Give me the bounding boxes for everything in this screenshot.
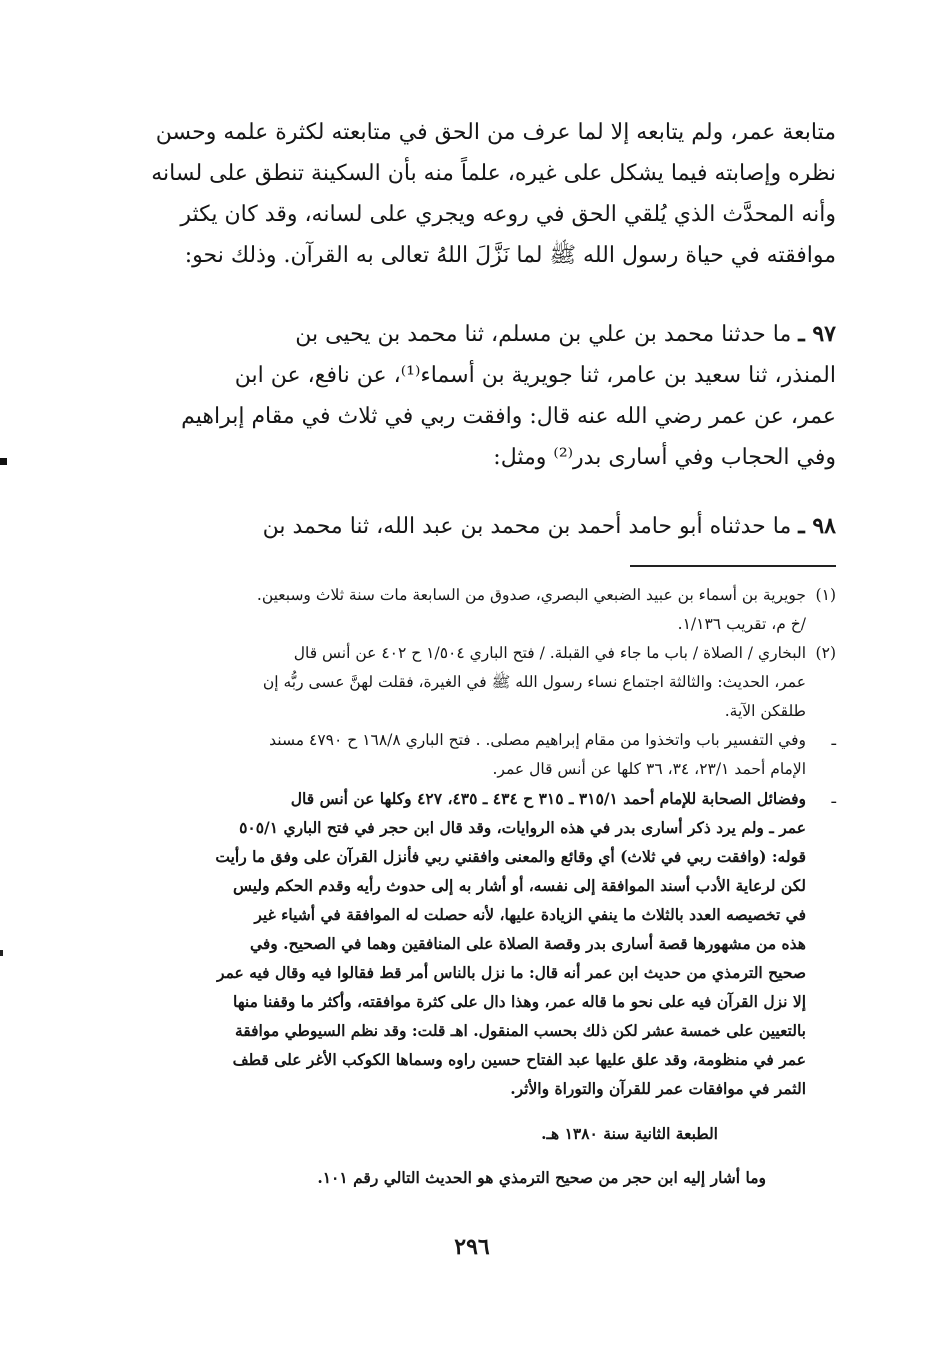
margin-mark xyxy=(0,950,3,956)
page-body xyxy=(128,112,836,1208)
footnote-line: إلا نزل القرآن فيه على نحو ما قاله عمر، وهذا دال على كثرة موافقته، وأكثر ما وقفنا منها xyxy=(233,992,806,1011)
text-line xyxy=(128,314,836,355)
footnote-bullet-2 xyxy=(128,784,836,1103)
closing-note: وما أشار إليه ابن حجر من صحيح الترمذي هو الحديث التالي رقم ١٠١. xyxy=(317,1168,766,1187)
footnote-line: /خ م، تقريب ١/١٣٦. xyxy=(677,615,806,633)
footnote-line: وفضائل الصحابة للإمام أحمد ٣١٥/١ ـ ٣١٥ ح ٤٣٤ ـ ٤٣٥، ٤٢٧ وكلها عن أنس قال xyxy=(290,789,806,808)
footnotes xyxy=(128,581,836,1192)
text-line: متابعة عمر، ولم يتابعه إلا لما عرف من الحق في متابعته لكثرة علمه وحسن xyxy=(155,120,836,145)
footnote-line: عمر ـ ولم يرد ذكر أسارى بدر في هذه الروايات، وقد قال ابن حجر في فتح الباري ٥٠٥/١ xyxy=(239,818,806,837)
footnote-line: الإمام أحمد ٢٣/١، ٣٤، ٣٦ كلها عن أنس قال عمر. xyxy=(492,760,806,778)
footnote-marker: ـ xyxy=(831,731,836,749)
footnote-line: لكن لرعاية الأدب أسند الموافقة إلى نفسه، أو أشار به إلى حدوث رأيه وقدم الحكم وليس xyxy=(232,876,806,895)
footnote-2 xyxy=(128,639,836,726)
hadith-text: ما حدثناه أبو حامد أحمد بن محمد بن عبد الله، ثنا محمد بن xyxy=(262,514,792,539)
hadith-number: ٩٧ ـ xyxy=(798,321,836,347)
footnote-line: جويرية بن أسماء بن عبيد الضبعي البصري، صدوق من السابعة مات سنة ثلاث وسبعين. xyxy=(256,586,806,604)
text-line: المنذر، ثنا سعيد بن عامر، ثنا جويرية بن أسماء⁽¹⁾، عن نافع، عن ابن xyxy=(234,363,836,388)
hadith-number: ٩٨ ـ xyxy=(798,513,836,539)
footnote-line: الثمر في موافقات عمر للقرآن والتوراة والأثر. xyxy=(510,1079,806,1098)
footnote-line: وفي التفسير باب واتخذوا من مقام إبراهيم مصلى. . فتح الباري ١٦٨/٨ ح ٤٧٩٠ مسند xyxy=(269,731,806,749)
footnote-marker: ـ xyxy=(831,789,836,807)
text-line: موافقته في حياة رسول الله ﷺ لما نَزَّلَ اللهُ تعالى به القرآن. وذلك نحو: xyxy=(184,243,836,268)
footnote-line: البخاري / الصلاة / باب ما جاء في القبلة. / فتح الباري ١/٥٠٤ ح ٤٠٢ عن أنس قال xyxy=(293,644,806,662)
edition-note: الطبعة الثانية سنة ١٣٨٠ هـ. xyxy=(541,1123,718,1143)
footnote-line: صحيح الترمذي من حديث ابن عمر أنه قال: ما نزل بالناس أمر قط فقالوا فيه وقال فيه عمر xyxy=(217,963,806,982)
hadith-97 xyxy=(128,314,836,478)
text-line xyxy=(128,506,836,547)
text-line: نظره وإصابته فيما يشكل على غيره، علماً منه بأن السكينة تنطق على لسانه xyxy=(151,161,836,186)
footnote-1 xyxy=(128,581,836,639)
footnote-bullet-1 xyxy=(128,726,836,784)
footnote-line: قوله: (وافقت ربي في ثلاث) أي وقائع والمعنى وافقني ربي فأنزل القرآن على وفق ما رأيت xyxy=(215,847,806,866)
text-line: وفي الحجاب وفي أسارى بدر⁽²⁾ ومثل: xyxy=(493,445,836,470)
text-line: وأنه المحدَّث الذي يُلقي الحق في روعه ويجري على لسانه، وقد كان يكثر xyxy=(180,202,836,227)
page-number: ٢٩٦ xyxy=(454,1234,490,1260)
margin-mark xyxy=(0,458,7,465)
footnote-line: بالتعيين على خمسة عشر لكن ذلك بحسب المنقول. اهـ قلت: وقد نظم السيوطي موافقة xyxy=(235,1021,806,1040)
footnote-marker: (٢) xyxy=(815,644,836,662)
text-line: عمر، عن عمر رضي الله عنه قال: وافقت ربي في ثلاث في مقام إبراهيم xyxy=(181,404,836,429)
footnote-separator xyxy=(630,565,836,567)
hadith-98 xyxy=(128,506,836,547)
footnote-line: عمر، الحديث: والثالثة اجتماع نساء رسول الله ﷺ في الغيرة، فقلت لهنَّ عسى ربُّه إن xyxy=(262,673,806,691)
footnote-line: عمر في منظومة، وقد علق عليها عبد الفتاح حسين راوه وسماها الكوكب الأغر على قطف xyxy=(232,1050,806,1069)
hadith-text: ما حدثنا محمد بن علي بن مسلم، ثنا محمد بن يحيى بن xyxy=(295,322,792,347)
footnote-marker: (١) xyxy=(815,586,836,604)
footnote-line: هذه من مشهورها قصة أسارى بدر وقصة الصلاة على المنافقين وهما في الصحيح. وفي xyxy=(249,934,806,953)
intro-paragraph xyxy=(128,112,836,276)
footnote-line: طلقكن الآية. xyxy=(724,702,806,720)
footnote-line: في تخصيصه العدد بالثلاث ما ينفي الزيادة عليها، لأنه حصلت له الموافقة في أشياء غير xyxy=(254,905,806,924)
